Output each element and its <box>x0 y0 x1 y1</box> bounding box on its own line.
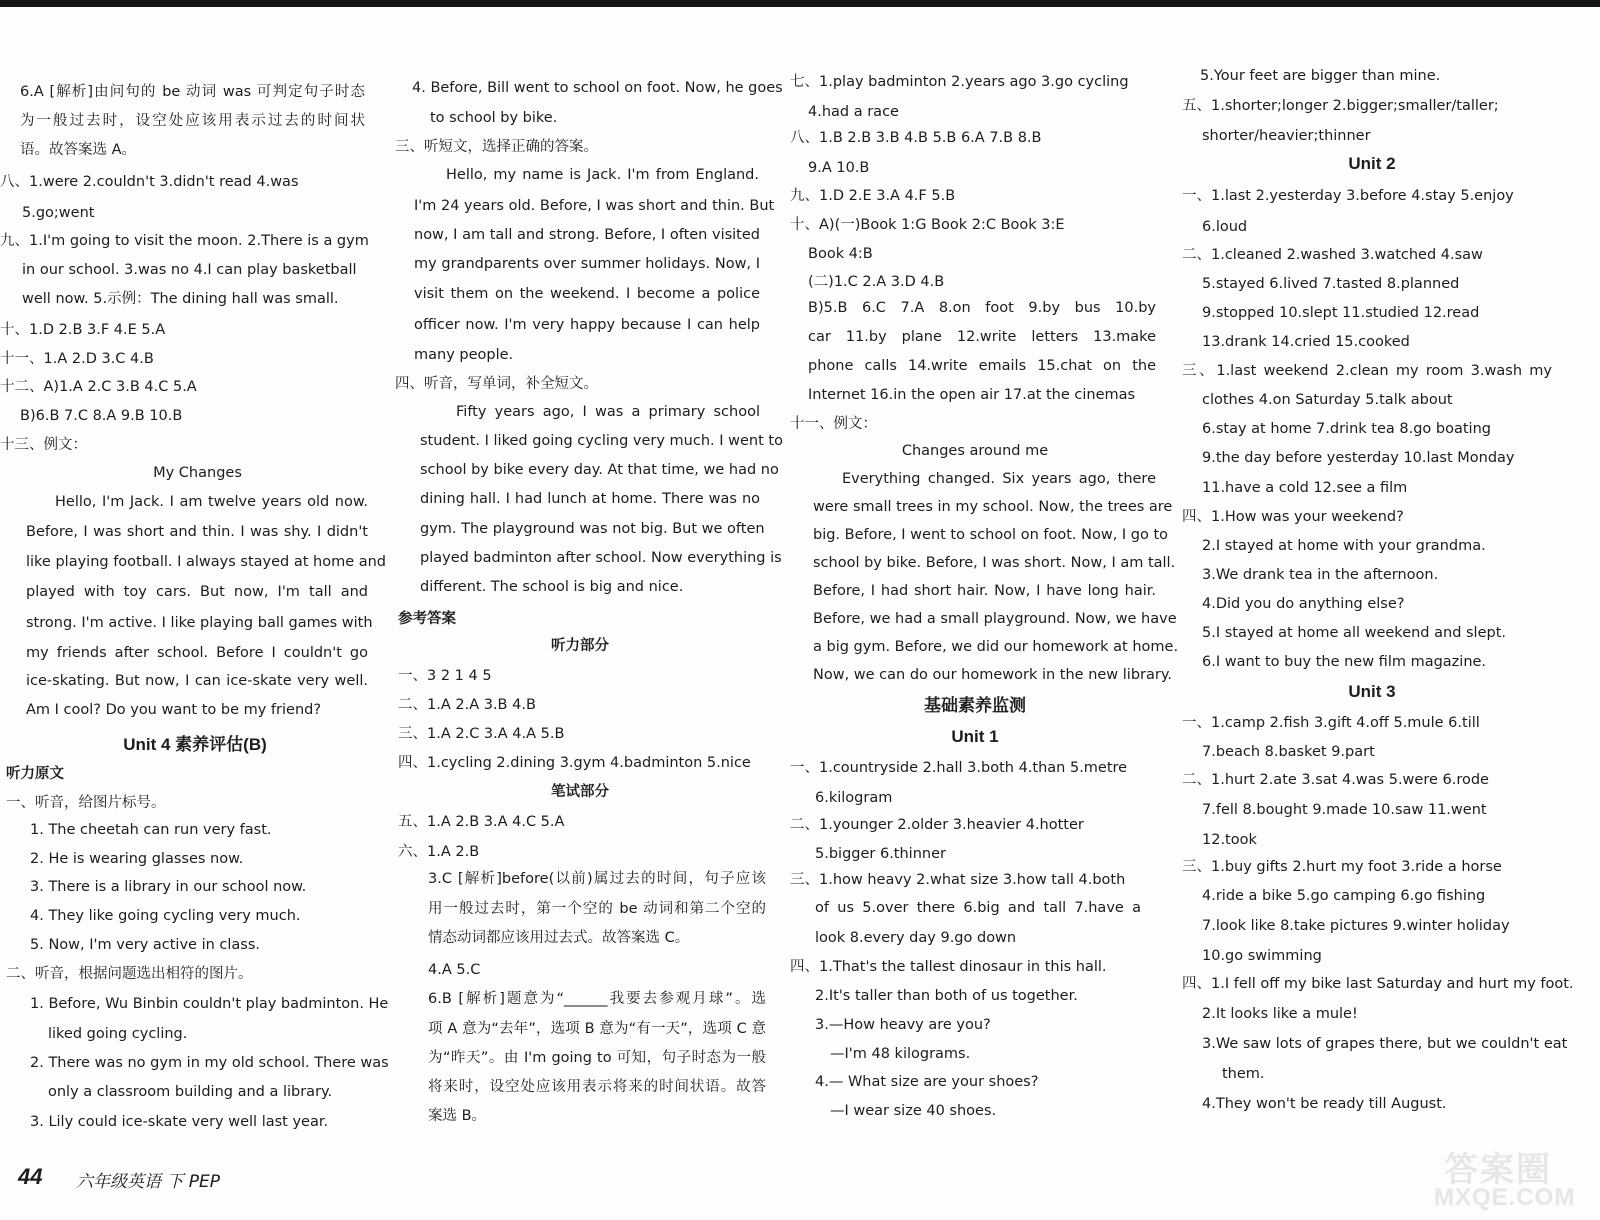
answer-line: 三、1.buy gifts 2.hurt my foot 3.ride a horse <box>1182 859 1502 875</box>
answer-line: 五、1.shorter;longer 2.bigger;smaller/taller; <box>1182 98 1499 114</box>
answer-line: 7.fell 8.bought 9.made 10.saw 11.went <box>1202 802 1487 818</box>
explanation-line: 项 A 意为“去年”，选项 B 意为“有一天”，选项 C 意 <box>428 1021 766 1037</box>
answer-line: shorter/heavier;thinner <box>1202 128 1371 144</box>
answer-line: well now. 5.示例：The dining hall was small. <box>22 291 339 307</box>
passage-line: Fifty years ago, I was a primary school <box>456 404 760 420</box>
answer-line: 6.I want to buy the new film magazine. <box>1202 654 1487 670</box>
passage-line: dining hall. I had lunch at home. There was no <box>420 491 760 507</box>
explanation-line: 将来时，设空处应该用表示将来的时间状语。故答 <box>428 1079 766 1095</box>
passage-line: I'm 24 years old. Before, I was short and thin. But <box>414 198 775 214</box>
essay-line: my friends after school. Before I couldn't go <box>26 645 368 661</box>
transcript-line: 3. Lily could ice-skate very well last year. <box>30 1114 329 1130</box>
text-line: 为一般过去时，设空处应该用表示过去的时间状 <box>20 113 365 129</box>
answer-line: 七、1.play badminton 2.years ago 3.go cycling <box>790 74 1129 90</box>
transcript-line: 2. He is wearing glasses now. <box>30 851 244 867</box>
answer-line: 二、1.A 2.A 3.B 4.B <box>398 697 536 713</box>
answer-line: 9.A 10.B <box>808 160 870 176</box>
answer-line: 二、1.younger 2.older 3.heavier 4.hotter <box>790 817 1084 833</box>
transcript-line: 4. They like going cycling very much. <box>30 908 301 924</box>
instruction-line: 四、听音，写单词，补全短文。 <box>395 376 598 392</box>
answer-line: 八、1.were 2.couldn't 3.didn't read 4.was <box>0 174 299 190</box>
essay-line: played with toy cars. But now, I'm tall and <box>26 584 368 600</box>
watermark-url: MXQE.COM <box>1434 1184 1576 1211</box>
essay-line: Everything changed. Six years ago, there <box>842 471 1156 487</box>
answer-line: 2.It looks like a mule! <box>1202 1006 1358 1022</box>
answer-line: 7.look like 8.take pictures 9.winter holiday <box>1202 918 1510 934</box>
subsection-heading: 听力部分 <box>551 638 609 654</box>
transcript-line: liked going cycling. <box>48 1026 188 1042</box>
answer-line: 一、1.countryside 2.hall 3.both 4.than 5.metre <box>790 760 1128 776</box>
instruction-line: 三、听短文，选择正确的答案。 <box>395 139 598 155</box>
text-line: 6.A [解析]由问句的 be 动词 was 可判定句子时态 <box>20 84 365 100</box>
essay-line: were small trees in my school. Now, the trees are <box>813 499 1173 515</box>
answer-line: 11.have a cold 12.see a film <box>1202 480 1408 496</box>
answer-line: —I wear size 40 shoes. <box>830 1103 997 1119</box>
explanation-line: 为“昨天”。由 I'm going to 可知，句子时态为一般 <box>428 1050 766 1066</box>
answer-line: 四、1.That's the tallest dinosaur in this hall. <box>790 959 1107 975</box>
answer-line: 4.A 5.C <box>428 962 481 978</box>
text-line: 语。故答案选 A。 <box>20 142 137 158</box>
transcript-line: 3. There is a library in our school now. <box>30 879 307 895</box>
answer-line: 5.Your feet are bigger than mine. <box>1200 68 1441 84</box>
answer-line: 八、1.B 2.B 3.B 4.B 5.B 6.A 7.B 8.B <box>790 130 1042 146</box>
transcript-line: to school by bike. <box>430 110 558 126</box>
answer-line: 十、1.D 2.B 3.F 4.E 5.A <box>0 322 166 338</box>
essay-line: Now, we can do our homework in the new library. <box>813 667 1172 683</box>
answer-line: 5.go;went <box>22 205 95 221</box>
answer-line: Book 4:B <box>808 246 873 262</box>
answer-line: 3.We saw lots of grapes there, but we couldn't eat <box>1202 1036 1568 1052</box>
answer-line: them. <box>1222 1066 1265 1082</box>
passage-line: gym. The playground was not big. But we often <box>420 521 765 537</box>
answer-line: 6.kilogram <box>815 790 893 806</box>
passage-line: student. I liked going cycling very much. I went to <box>420 433 783 449</box>
essay-line: school by bike. Before, I was short. Now, I am tall. <box>813 555 1176 571</box>
explanation-line: 6.B [解析]题意为“______我要去参观月球”。选 <box>428 991 766 1007</box>
answer-line: 一、3 2 1 4 5 <box>398 668 492 684</box>
subsection-heading: 听力原文 <box>6 766 64 782</box>
unit-heading: Unit 3 <box>1348 682 1396 701</box>
top-edge-bar <box>0 0 1600 7</box>
answer-line: B)5.B 6.C 7.A 8.on foot 9.by bus 10.by <box>808 300 1156 316</box>
answer-line: 十一、例文： <box>790 416 877 432</box>
answer-line: 四、1.How was your weekend? <box>1182 509 1404 525</box>
transcript-line: 1. Before, Wu Binbin couldn't play badminton. He <box>30 996 389 1012</box>
essay-line: Before, we had a small playground. Now, we have <box>813 611 1177 627</box>
answer-line: 4.— What size are your shoes? <box>815 1074 1039 1090</box>
essay-line: big. Before, I went to school on foot. Now, I go to <box>813 527 1169 543</box>
answer-line: 九、1.I'm going to visit the moon. 2.There is a gym <box>0 233 369 249</box>
answer-line: 十二、A)1.A 2.C 3.B 4.C 5.A <box>0 379 197 395</box>
answer-line: 3.We drank tea in the afternoon. <box>1202 567 1439 583</box>
answer-line: 9.stopped 10.slept 11.studied 12.read <box>1202 305 1480 321</box>
answer-line: 3.—How heavy are you? <box>815 1017 991 1033</box>
answer-line: 二、1.cleaned 2.washed 3.watched 4.saw <box>1182 247 1483 263</box>
answer-line: —I'm 48 kilograms. <box>830 1046 971 1062</box>
answer-line: 十三、例文： <box>0 437 87 453</box>
passage-line: played badminton after school. Now everything is <box>420 550 782 566</box>
instruction-line: 二、听音，根据问题选出相符的图片。 <box>6 966 253 982</box>
answer-line: in our school. 3.was no 4.I can play basketball <box>22 262 357 278</box>
instruction-line: 一、听音，给图片标号。 <box>6 795 166 811</box>
passage-line: now, I am tall and strong. Before, I often visited <box>414 227 760 243</box>
essay-line: like playing football. I always stayed at home and <box>26 554 387 570</box>
essay-line: Am I cool? Do you want to be my friend? <box>26 702 322 718</box>
answer-line: clothes 4.on Saturday 5.talk about <box>1202 392 1453 408</box>
answer-line: 四、1.I fell off my bike last Saturday and hurt my foot. <box>1182 976 1574 992</box>
subsection-heading: 笔试部分 <box>551 784 609 800</box>
answer-line: 12.took <box>1202 832 1257 848</box>
page-number: 44 <box>18 1164 43 1189</box>
transcript-line: 2. There was no gym in my old school. There was <box>30 1055 389 1071</box>
answer-line: B)6.B 7.C 8.A 9.B 10.B <box>20 408 183 424</box>
answer-line: 三、1.last weekend 2.clean my room 3.wash my <box>1182 363 1552 379</box>
answer-line: of us 5.over there 6.big and tall 7.have a <box>815 900 1141 916</box>
answer-line: 九、1.D 2.E 3.A 4.F 5.B <box>790 188 956 204</box>
watermark-text: 答案圈 <box>1444 1151 1552 1189</box>
answer-line: 4.Did you do anything else? <box>1202 596 1405 612</box>
answer-line: phone calls 14.write emails 15.chat on the <box>808 358 1156 374</box>
passage-line: Hello, my name is Jack. I'm from England. <box>446 167 759 183</box>
answer-line: 三、1.how heavy 2.what size 3.how tall 4.both <box>790 872 1126 888</box>
answer-line: 6.loud <box>1202 219 1248 235</box>
answer-line: 5.bigger 6.thinner <box>815 846 946 862</box>
answer-line: 4.had a race <box>808 104 899 120</box>
transcript-line: only a classroom building and a library. <box>48 1084 333 1100</box>
answer-line: 4.ride a bike 5.go camping 6.go fishing <box>1202 888 1486 904</box>
essay-line: a big gym. Before, we did our homework at home. <box>813 639 1179 655</box>
transcript-line: 5. Now, I'm very active in class. <box>30 937 261 953</box>
answer-line: 一、1.camp 2.fish 3.gift 4.off 5.mule 6.till <box>1182 715 1480 731</box>
essay-line: strong. I'm active. I like playing ball games with <box>26 615 373 631</box>
answer-line: 十、A)(一)Book 1:G Book 2:C Book 3:E <box>790 217 1065 233</box>
answer-line: 一、1.last 2.yesterday 3.before 4.stay 5.enjoy <box>1182 188 1514 204</box>
transcript-line: 1. The cheetah can run very fast. <box>30 822 272 838</box>
explanation-line: 案选 B。 <box>428 1108 487 1124</box>
answer-line: Internet 16.in the open air 17.at the cinemas <box>808 387 1136 403</box>
passage-line: different. The school is big and nice. <box>420 579 684 595</box>
answer-line: 13.drank 14.cried 15.cooked <box>1202 334 1410 350</box>
book-title-footer: 六年级英语 下 PEP <box>76 1172 221 1192</box>
answer-line: 7.beach 8.basket 9.part <box>1202 744 1375 760</box>
answer-line: (二)1.C 2.A 3.D 4.B <box>808 274 945 290</box>
essay-line: Before, I had short hair. Now, I have long hair. <box>813 583 1156 599</box>
essay-title: Changes around me <box>901 443 1049 459</box>
answer-line: 5.I stayed at home all weekend and slept. <box>1202 625 1507 641</box>
answer-line: 5.stayed 6.lived 7.tasted 8.planned <box>1202 276 1460 292</box>
answer-line: 4.They won't be ready till August. <box>1202 1096 1447 1112</box>
essay-line: ice-skating. But now, I can ice-skate very well. <box>26 673 368 689</box>
answer-line: 10.go swimming <box>1202 948 1322 964</box>
explanation-line: 用一般过去时，第一个空的 be 动词和第二个空的 <box>428 901 766 917</box>
answer-line: 十一、1.A 2.D 3.C 4.B <box>0 351 154 367</box>
essay-title: My Changes <box>153 465 242 481</box>
answer-line: 二、1.hurt 2.ate 3.sat 4.was 5.were 6.rode <box>1182 772 1489 788</box>
section-heading: 基础素养监测 <box>924 696 1026 716</box>
unit-heading: Unit 1 <box>951 727 999 746</box>
answer-line: car 11.by plane 12.write letters 13.make <box>808 329 1156 345</box>
passage-line: school by bike every day. At that time, we had no <box>420 462 779 478</box>
transcript-line: 4. Before, Bill went to school on foot. Now, he goes <box>412 80 783 96</box>
answer-line: 五、1.A 2.B 3.A 4.C 5.A <box>398 814 565 830</box>
explanation-line: 情态动词都应该用过去式。故答案选 C。 <box>428 930 690 946</box>
passage-line: many people. <box>414 347 514 363</box>
answer-line: 三、1.A 2.C 3.A 4.A 5.B <box>398 726 565 742</box>
explanation-line: 3.C [解析]before(以前)属过去的时间，句子应该 <box>428 871 766 887</box>
essay-line: Hello, I'm Jack. I am twelve years old now. <box>55 494 368 510</box>
answer-line: 六、1.A 2.B <box>398 844 480 860</box>
answer-line: look 8.every day 9.go down <box>815 930 1017 946</box>
answer-line: 四、1.cycling 2.dining 3.gym 4.badminton 5.nice <box>398 755 751 771</box>
answer-line: 9.the day before yesterday 10.last Monday <box>1202 450 1515 466</box>
unit-heading: Unit 2 <box>1348 154 1396 173</box>
answer-line: 6.stay at home 7.drink tea 8.go boating <box>1202 421 1491 437</box>
passage-line: visit them on the weekend. I become a police <box>414 286 760 302</box>
answer-line: 2.It's taller than both of us together. <box>815 988 1078 1004</box>
watermark-logo <box>1426 1142 1596 1216</box>
section-heading: Unit 4 素养评估(B) <box>123 735 267 754</box>
essay-line: Before, I was short and thin. I was shy. I didn't <box>26 524 368 540</box>
answers-heading: 参考答案 <box>398 611 456 627</box>
passage-line: officer now. I'm very happy because I can help <box>414 317 760 333</box>
answer-line: 2.I stayed at home with your grandma. <box>1202 538 1486 554</box>
passage-line: my grandparents over summer holidays. Now, I <box>414 256 760 272</box>
